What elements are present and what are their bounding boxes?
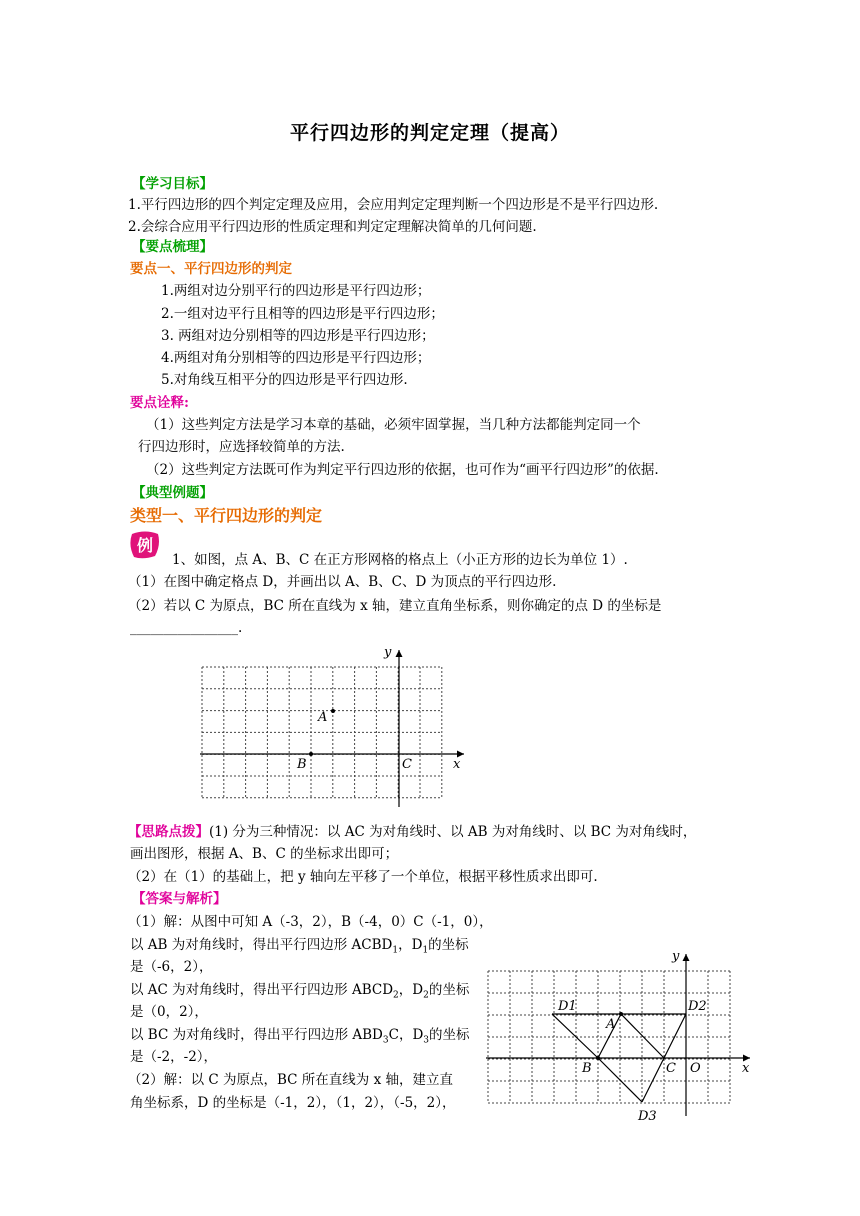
point-b — [596, 1056, 600, 1060]
keypoint-item-4: 4.两组对角分别相等的四边形是平行四边形； — [161, 350, 431, 366]
grid-figure-1 — [196, 642, 476, 812]
note-1-cont: 行四边形时，应选择较简单的方法. — [138, 439, 345, 455]
keypoints-heading: 【要点梳理】 — [132, 239, 213, 255]
question-intro: 1、如图，点 A、B、C 在正方形网格的格点上（小正方形的边长为单位 1）. — [172, 552, 628, 568]
keypoint-item-2: 2.一组对边平行且相等的四边形是平行四边形； — [161, 306, 444, 322]
label-d2: D2 — [688, 999, 707, 1014]
hint-text-1: (1) 分为三种情况：以 AC 为对角线时、以 AB 为对角线时、以 BC 为对角线时， — [209, 824, 697, 840]
question-2: （2）若以 C 为原点，BC 所在直线为 x 轴，建立直角坐标系，则你确定的点 D 的坐标是 — [128, 598, 662, 614]
y-label: y — [672, 949, 680, 964]
keypoint-item-5: 5.对角线互相平分的四边形是平行四边形. — [161, 372, 408, 388]
label-b: B — [582, 1061, 592, 1076]
notes-heading: 要点诠释: — [130, 395, 189, 411]
goals-heading: 【学习目标】 — [132, 176, 213, 192]
example-badge-icon — [128, 530, 162, 560]
hint-heading: 【思路点拨】 — [128, 824, 209, 840]
question-1: （1）在图中确定格点 D，并画出以 A、B、C、D 为顶点的平行四边形. — [128, 574, 557, 590]
keypoint-subheading: 要点一、平行四边形的判定 — [130, 261, 292, 277]
label-c: C — [666, 1061, 676, 1076]
answer-line-6: 以 BC 为对角线时，得出平行四边形 $ABD_3C$，$D_3$的坐标 — [130, 1027, 470, 1046]
answer-line-8: （2）解：以 C 为原点，BC 所在直线为 x 轴，建立直 — [128, 1072, 453, 1088]
goal-item-2: 2.会综合应用平行四边形的性质定理和判定定理解决简单的几何问题. — [128, 219, 537, 235]
label-a: A — [318, 710, 328, 725]
answer-heading: 【答案与解析】 — [132, 891, 227, 907]
page-title: 平行四边形的判定定理（提高） — [289, 122, 570, 144]
keypoint-item-1: 1.两组对边分别平行的四边形是平行四边形； — [161, 283, 431, 299]
answer-line-9: 角坐标系，D 的坐标是（-1，2），（1，2），（-5，2）， — [130, 1095, 456, 1111]
type-heading: 类型一、平行四边形的判定 — [130, 506, 323, 525]
y-label: y — [384, 645, 392, 660]
answer-line-2: 以 AB 为对角线时，得出平行四边形 $ACBD_1$，$D_1$的坐标 — [130, 937, 469, 956]
label-d1: D1 — [558, 999, 577, 1014]
answer-line-1: （1）解：从图中可知 A（-3，2），B（-4，0）C（-1，0）， — [128, 914, 493, 930]
answer-line-7: 是（-2，-2）， — [130, 1049, 218, 1065]
x-label: x — [453, 757, 461, 772]
question-2-blank: ________________. — [130, 620, 243, 636]
label-o: O — [690, 1061, 701, 1076]
answer-line-3: 是（-6，2）， — [130, 959, 213, 975]
grid-figure-2 — [484, 948, 756, 1134]
answer-line-4: 以 AC 为对角线时，得出平行四边形 $ABCD_2$，$D_2$的坐标 — [130, 982, 470, 1001]
x-label: x — [742, 1061, 750, 1076]
hint-line-2: 画出图形，根据 A、B、C 的坐标求出即可； — [130, 846, 399, 862]
note-1: （1）这些判定方法是学习本章的基础，必须牢固掌握，当几种方法都能判定同一个 — [146, 417, 641, 433]
keypoint-item-3: 3. 两组对边分别相等的四边形是平行四边形； — [161, 328, 435, 344]
goal-item-1: 1.平行四边形的四个判定定理及应用，会应用判定定理判断一个四边形是不是平行四边形. — [128, 197, 659, 213]
examples-heading: 【典型例题】 — [132, 485, 213, 501]
answer-line-5: 是（0，2）， — [130, 1004, 208, 1020]
point-a — [619, 1012, 623, 1016]
label-d3: D3 — [638, 1109, 657, 1124]
y-axis-arrow-icon — [683, 954, 690, 961]
point-a — [331, 709, 335, 713]
label-b: B — [297, 757, 307, 772]
label-a: A — [606, 1017, 616, 1032]
hint-line-1 — [128, 822, 696, 842]
point-b — [309, 752, 313, 756]
y-axis-arrow-icon — [396, 650, 403, 657]
note-2: （2）这些判定方法既可作为判定平行四边形的依据，也可作为“画平行四边形”的依据. — [146, 462, 659, 478]
hint-line-3: （2）在（1）的基础上，把 y 轴向左平移了一个单位，根据平移性质求出即可. — [128, 869, 598, 885]
badge-label: 例 — [136, 536, 154, 555]
label-c: C — [402, 757, 412, 772]
